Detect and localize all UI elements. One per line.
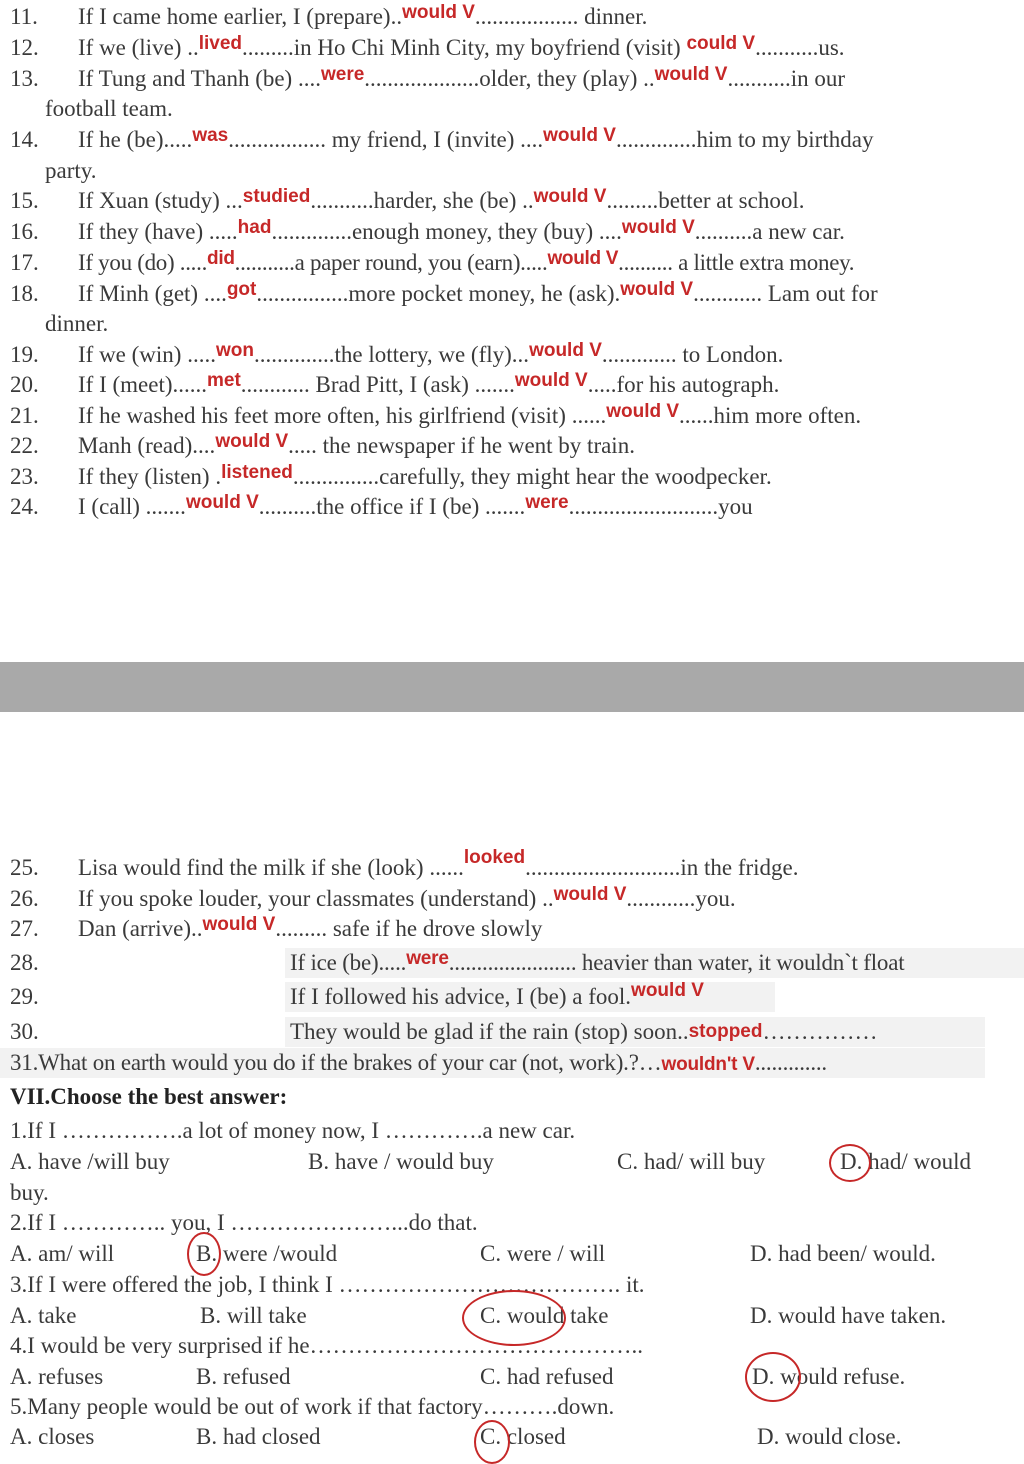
item-18: 18. If Minh (get) ....$^{got}$................more pocket money, he (ask).$^{would V}$............ Lam out for: [10, 279, 878, 306]
item-27: 27. Dan (arrive)..$^{would V}$......... safe if he drove slowly: [10, 914, 543, 941]
item-14: 14. If he (be).....$^{was}$................. my friend, I (invite) ....$^{would V}$..............him to my birthday: [10, 125, 874, 152]
mc-4-option-a[interactable]: A. refuses: [10, 1364, 104, 1389]
mc-2-option-c[interactable]: C. were / will: [480, 1241, 606, 1266]
answer-text: was: [192, 125, 229, 146]
answer-circle-mark: [474, 1420, 510, 1464]
mc-1-option-a[interactable]: A. have /will buy: [10, 1149, 170, 1174]
item-17: 17. If you (do) .....$^{did}$...........a paper round, you (earn).....$^{would V}$.......... a little extra money.: [10, 248, 855, 275]
mc-5-option-c[interactable]: C. closed: [480, 1424, 566, 1449]
item-16: 16. If they (have) .....$^{had}$..............enough money, they (buy) ....$^{would V}$..........a new car.: [10, 217, 845, 244]
answer-circle-mark: [829, 1144, 871, 1182]
mc-4-option-c[interactable]: C. had refused: [480, 1364, 614, 1389]
mc-3-option-c[interactable]: C. would take: [480, 1303, 609, 1328]
answer-text: had: [237, 217, 272, 238]
answer-text: would V: [606, 401, 680, 422]
item-14-continued: party.: [45, 158, 97, 183]
answer-text: were: [320, 64, 365, 85]
answer-text: would V: [543, 125, 616, 146]
answer-text: studied: [242, 186, 311, 207]
answer-text: would V: [185, 492, 259, 513]
answer-text: would V: [533, 186, 607, 207]
item-18-continued: dinner.: [45, 311, 109, 336]
answer-text: would V: [620, 279, 694, 300]
item-13: 13. If Tung and Thanh (be) ....$^{were}$....................older, they (play) ..$^{would V}$...........in our: [10, 64, 846, 91]
answer-text: would V: [621, 217, 695, 238]
answer-text: would V: [514, 370, 588, 391]
answer-text: would V: [402, 2, 475, 23]
mc-1-option-d-continued: buy.: [10, 1180, 49, 1205]
item-21: 21. If he washed his feet more often, his girlfriend (visit) ......$^{would V}$......him more often.: [10, 401, 862, 428]
mc-2-option-b[interactable]: B. were /would: [196, 1241, 338, 1266]
answer-text: could V: [686, 33, 756, 54]
mc-2-option-d[interactable]: D. had been/ would.: [750, 1241, 936, 1266]
answer-text: were: [406, 948, 449, 969]
answer-text: would V: [631, 980, 704, 1001]
answer-text: lived: [198, 33, 243, 54]
item-13-continued: football team.: [45, 96, 173, 121]
page-divider: [0, 662, 1024, 712]
mc-3-option-d[interactable]: D. would have taken.: [750, 1303, 947, 1328]
answer-text: met: [207, 370, 241, 391]
answer-text: did: [207, 248, 235, 269]
answer-text: would V: [202, 914, 276, 935]
mc-question-5: 5.Many people would be out of work if that factory……….down.: [10, 1394, 615, 1419]
answer-text: would V: [215, 431, 289, 452]
item-30: 30. They would be glad if the rain (stop) soon..stopped……………: [10, 1019, 878, 1044]
item-15: 15. If Xuan (study) ...$^{studied}$...........harder, she (be) ..$^{would V}$.........better at school.: [10, 186, 805, 213]
mc-question-2: 2.If I ………….. you, I …………………...do that.: [10, 1210, 478, 1235]
mc-question-4: 4.I would be very surprised if he……………………………………..: [10, 1333, 644, 1358]
mc-question-1: 1.If I …………….a lot of money now, I ………….a new car.: [10, 1118, 576, 1143]
answer-text: would V: [553, 884, 627, 905]
mc-4-option-b[interactable]: B. refused: [196, 1364, 291, 1389]
item-31: 31.What on earth would you do if the brakes of your car (not, work).?…wouldn't V.............: [10, 1050, 827, 1075]
item-20: 20. If I (meet)......$^{met}$............ Brad Pitt, I (ask) .......$^{would V}$.....for his autograph.: [10, 370, 780, 397]
answer-text: looked: [463, 847, 526, 868]
answer-text: wouldn't V: [661, 1054, 755, 1075]
item-29: 29. If I followed his advice, I (be) a fool.$^{would V}$: [10, 980, 704, 1009]
answer-text: listened: [221, 462, 293, 483]
mc-1-option-b[interactable]: B. have / would buy: [308, 1149, 494, 1174]
mc-4-option-d[interactable]: D. would refuse.: [752, 1364, 906, 1389]
item-19: 19. If we (win) .....$^{won}$..............the lottery, we (fly)...$^{would V}$............. to London.: [10, 340, 784, 367]
item-11: 11. If I came home earlier, I (prepare)..$^{would V}$.................. dinner.: [10, 2, 648, 29]
answer-text: would V: [547, 248, 619, 269]
answer-text: would V: [529, 340, 602, 361]
mc-question-3: 3.If I were offered the job, I think I ………………………………. it.: [10, 1272, 645, 1297]
mc-1-option-d[interactable]: D. had/ would: [840, 1149, 971, 1174]
mc-3-option-a[interactable]: A. take: [10, 1303, 77, 1328]
answer-text: stopped: [688, 1021, 763, 1042]
item-26: 26. If you spoke louder, your classmates (understand) ..$^{would V}$............you.: [10, 884, 736, 911]
mc-2-option-a[interactable]: A. am/ will: [10, 1241, 115, 1266]
mc-5-option-a[interactable]: A. closes: [10, 1424, 95, 1449]
mc-1-option-c[interactable]: C. had/ will buy: [617, 1149, 766, 1174]
item-24: 24. I (call) .......$^{would V}$..........the office if I (be) .......$^{were}$..........................you: [10, 492, 753, 519]
mc-5-option-d[interactable]: D. would close.: [757, 1424, 902, 1449]
item-23: 23. If they (listen) .$^{listened}$...............carefully, they might hear the woodpecker.: [10, 462, 772, 489]
mc-5-option-b[interactable]: B. had closed: [196, 1424, 321, 1449]
answer-text: would V: [654, 64, 728, 85]
answer-text: were: [525, 492, 569, 513]
item-25: 25. Lisa would find the milk if she (look) ......$^{looked}$...........................in the fridge.: [10, 847, 799, 880]
answer-text: got: [226, 279, 257, 300]
mc-3-option-b[interactable]: B. will take: [200, 1303, 307, 1328]
item-22: 22. Manh (read)....$^{would V}$..... the newspaper if he went by train.: [10, 431, 635, 458]
answer-text: won: [215, 340, 254, 361]
item-12: 12. If we (live) ..$^{lived}$.........in Ho Chi Minh City, my boyfriend (visit) $^{could V}$...........us.: [10, 33, 845, 60]
section-heading: VII.Choose the best answer:: [10, 1084, 288, 1109]
item-28: 28. If ice (be).....$^{were}$....................... heavier than water, it wouldn`t float: [10, 948, 905, 975]
